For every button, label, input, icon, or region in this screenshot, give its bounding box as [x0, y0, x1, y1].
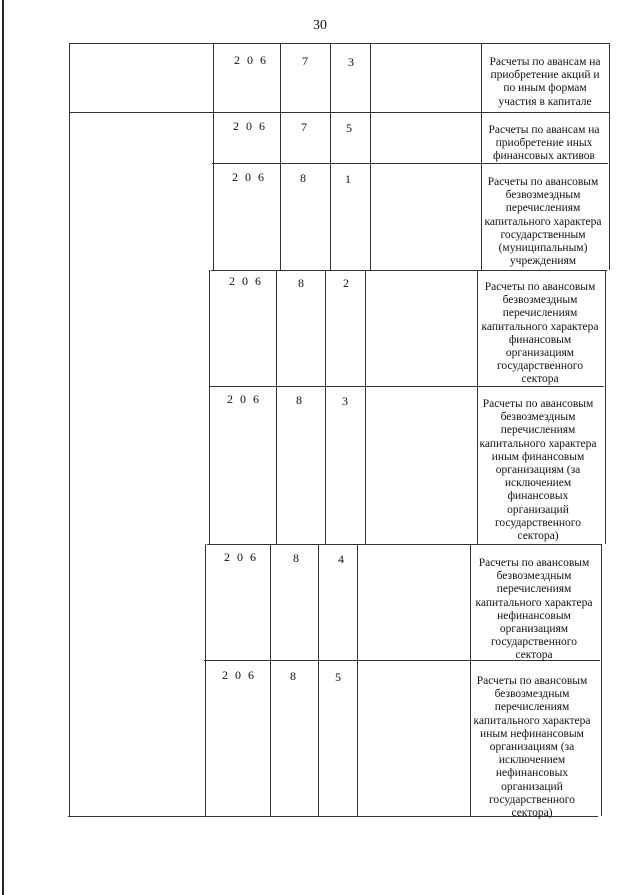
account-description: Расчеты по авансовым безвозмездным перечислениям капитального характера иным нефинансовым организациям (за исключением нефинансовых организаций государственного сектора)	[473, 675, 591, 820]
column-border-empty	[370, 43, 371, 270]
account-digit-2: 2	[343, 276, 349, 290]
account-code: 2 0 6	[222, 668, 256, 682]
column-border-d2	[330, 43, 331, 270]
account-description: Расчеты по авансовым безвозмездным перечислениям капитального характера иным финансовым организациям (за исключением финансовых организаций государственного сектора)	[479, 398, 597, 543]
row-divider	[207, 544, 602, 545]
account-code: 2 0 6	[233, 119, 267, 133]
account-description: Расчеты по авансовым безвозмездным перечислениям капитального характера финансовым организациям государственного сектора	[481, 281, 599, 386]
account-digit-1: 8	[290, 669, 296, 683]
column-border-d1	[280, 43, 281, 270]
account-description: Расчеты по авансам на приобретение акций и по иным формам участия в капитале	[489, 56, 601, 108]
column-border-d1	[270, 544, 271, 816]
scan-edge	[2, 0, 4, 895]
account-digit-1: 8	[293, 551, 299, 565]
account-description: Расчеты по авансовым безвозмездным перечислениям капитального характера нефинансовым организациям государственного сектора	[475, 557, 593, 662]
account-code: 2 0 6	[234, 53, 268, 67]
column-border-code	[213, 43, 214, 270]
account-code: 2 0 6	[232, 170, 266, 184]
column-border-d2	[318, 544, 319, 816]
column-border-d1	[276, 270, 277, 544]
table-right-border	[609, 43, 610, 270]
row-divider-outer	[70, 112, 610, 113]
account-description: Расчеты по авансовым безвозмездным перечислениям капитального характера государственным (муниципальным) учреждениям	[484, 176, 602, 268]
account-digit-1: 8	[296, 393, 302, 407]
column-border-code	[205, 544, 206, 816]
account-digit-2: 1	[345, 172, 351, 186]
row-divider	[211, 270, 607, 271]
account-digit-2: 3	[348, 55, 354, 69]
account-code: 2 0 6	[229, 274, 263, 288]
table-right-border	[605, 270, 606, 544]
column-border-empty	[365, 270, 366, 544]
account-digit-2: 4	[338, 552, 344, 566]
account-digit-1: 7	[301, 120, 307, 134]
table-right-border	[601, 544, 602, 816]
account-code: 2 0 6	[224, 550, 258, 564]
table-top-border	[70, 43, 610, 44]
account-description: Расчеты по авансам на приобретение иных финансовых активов	[488, 124, 600, 163]
account-digit-2: 5	[346, 121, 352, 135]
account-digit-2: 3	[342, 394, 348, 408]
account-digit-2: 5	[335, 670, 341, 684]
account-code: 2 0 6	[227, 392, 261, 406]
page-number: 30	[313, 18, 327, 33]
column-border-empty	[357, 544, 358, 816]
account-digit-1: 8	[298, 276, 304, 290]
table-left-border	[69, 43, 70, 816]
account-digit-1: 7	[302, 54, 308, 68]
column-border-code	[209, 270, 210, 544]
column-border-d2	[325, 270, 326, 544]
account-digit-1: 8	[300, 171, 306, 185]
